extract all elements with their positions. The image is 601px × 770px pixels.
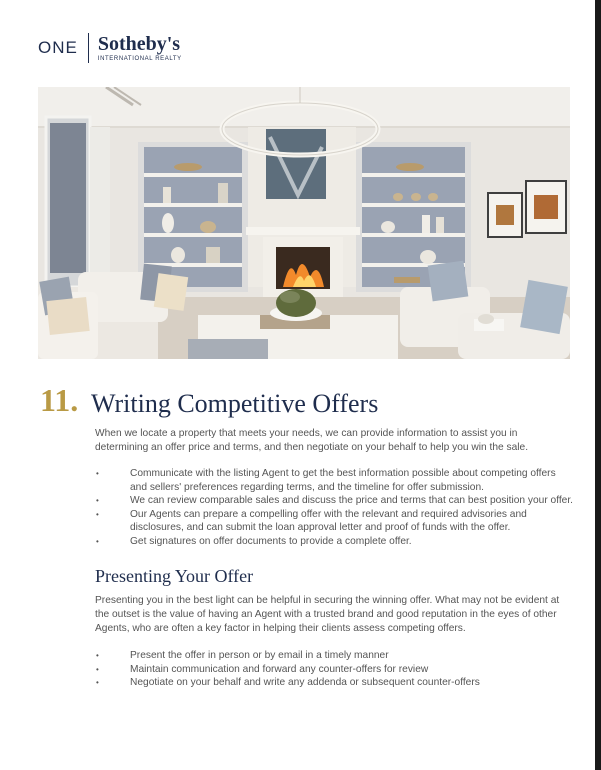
presenting-paragraph: Presenting you in the best light can be helpful in securing the winning offer. What may not be evident at the outset is the value of having an Agent with a trusted brand and good reputation in the eyes of other Agents, who are often a key factor in helping their clients assess competing offers. <box>95 595 560 634</box>
list-item: • Communicate with the listing Agent to get the best information possible about competing offers and sellers' preferences regarding terms, and the timeline for offer submission. <box>95 467 575 494</box>
list-item: • Present the offer in person or by email in a timely manner <box>95 649 575 663</box>
logo-divider <box>88 33 89 63</box>
list-item: • We can review comparable sales and discuss the price and terms that can best position your offer. <box>95 494 575 508</box>
living-room-photo <box>38 87 570 359</box>
list-item: • Maintain communication and forward any counter-offers for review <box>95 663 575 677</box>
intro-paragraph: When we locate a property that meets your needs, we can provide information to assist you in determining an offer price and terms, and then negotiate on your behalf to help you win the sale. <box>95 428 529 453</box>
presenting-title: Presenting Your Offer <box>95 566 254 586</box>
logo-brand <box>98 34 182 62</box>
list-item: • Negotiate on your behalf and write any addenda or subsequent counter-offers <box>95 676 575 690</box>
section-number: 11. <box>40 382 79 418</box>
logo-one: ONE <box>38 38 78 57</box>
page-edge <box>595 0 601 770</box>
logo-subtitle: INTERNATIONAL REALTY <box>97 56 182 62</box>
section-title: Writing Competitive Offers <box>91 389 379 418</box>
brand-logo <box>38 31 182 65</box>
logo-name: Sotheby's <box>97 33 181 55</box>
presenting-bullets <box>95 649 575 690</box>
list-item: • Get signatures on offer documents to provide a complete offer. <box>95 535 575 549</box>
offer-bullets <box>95 467 575 549</box>
list-item: • Our Agents can prepare a compelling offer with the relevant and required advisories and disclosures, and can submit the loan approval letter and proof of funds with the offer. <box>95 508 575 535</box>
